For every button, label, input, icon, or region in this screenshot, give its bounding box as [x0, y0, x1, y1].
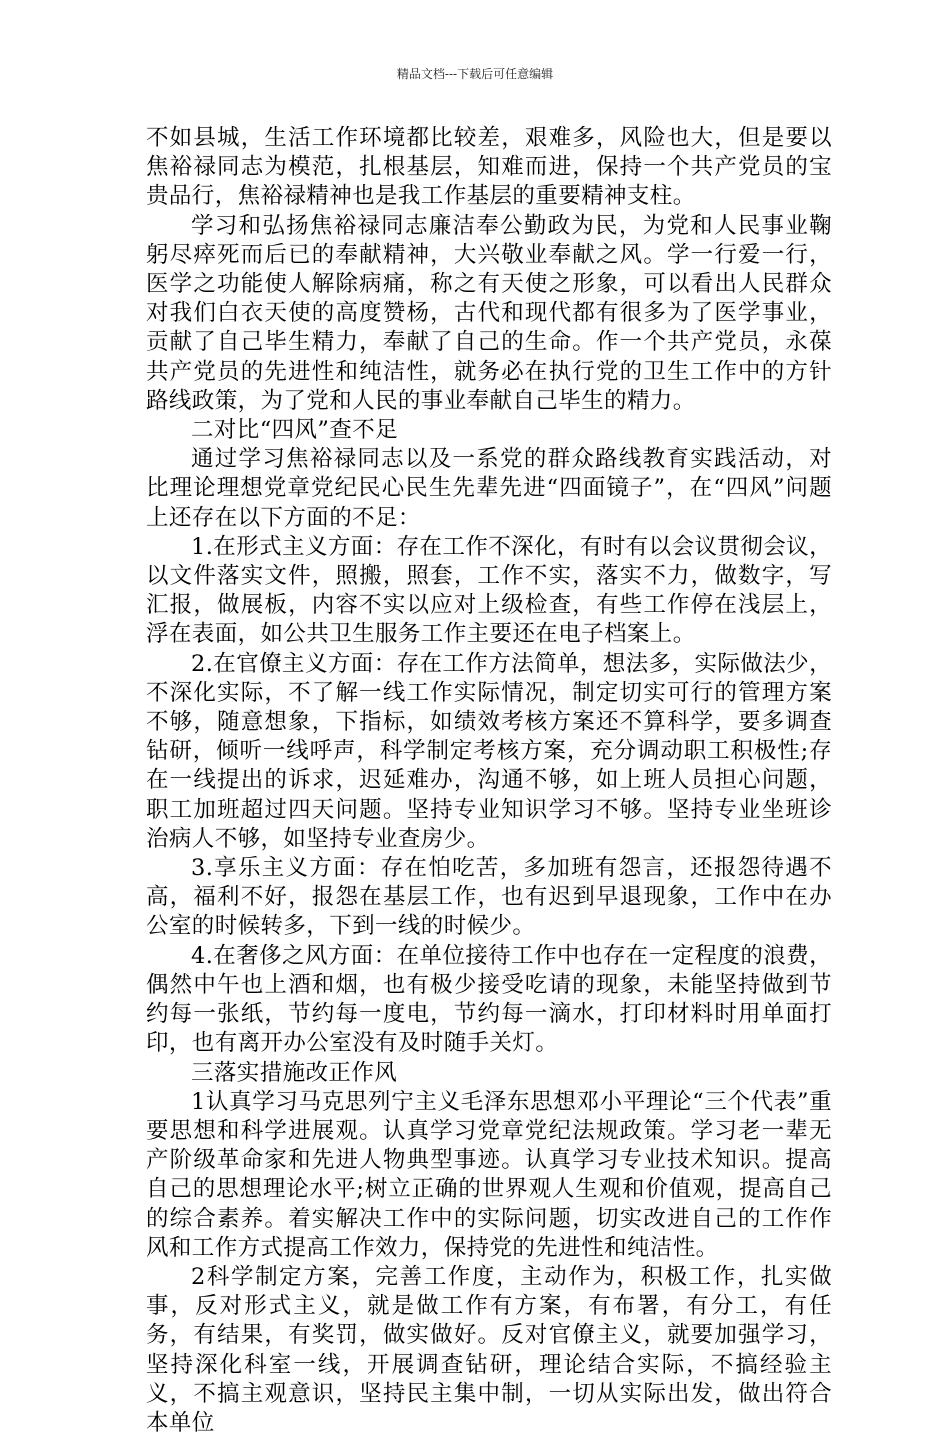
paragraph: 不如县城，生活工作环境都比较差，艰难多，风险也大，但是要以焦裕禄同志为模范，扎根基层，知难而进，保持一个共产党员的宝贵品行，焦裕禄精神也是我工作基层的重要精神支柱。: [146, 125, 832, 210]
list-item: 2科学制定方案，完善工作度，主动作为，积极工作，扎实做事，反对形式主义，就是做工作有方案，有布署，有分工，有任务，有结果，有奖罚，做实做好。反对官僚主义，就要加强学习，坚持深化科室一线，开展调查钻研，理论结合实际，不搞经验主义，不搞主观意识，坚持民主集中制，一切从实际出发，做出符合本单位: [146, 1263, 832, 1436]
paragraph: 学习和弘扬焦裕禄同志廉洁奉公勤政为民，为党和人民事业鞠躬尽瘁死而后已的奉献精神，大兴敬业奉献之风。学一行爱一行，医学之功能使人解除病痛，称之有天使之形象，可以看出人民群众对我们白衣天使的高度赞杨，古代和现代都有很多为了医学事业，贡献了自己毕生精力，奉献了自己的生命。作一个共产党员，永葆共产党员的先进性和纯洁性，就务必在执行党的卫生工作中的方针路线政策，为了党和人民的事业奉献自己毕生的精力。: [146, 212, 832, 414]
document-body: [146, 124, 832, 1438]
list-item: 3.享乐主义方面：存在怕吃苦，多加班有怨言，还报怨待遇不高，福利不好，报怨在基层工作，也有迟到早退现象，工作中在办公室的时候转多，下到一线的时候少。: [146, 855, 832, 940]
list-item: 2.在官僚主义方面：存在工作方法简单，想法多，实际做法少，不深化实际，不了解一线工作实际情况，制定切实可行的管理方案不够，随意想象，下指标，如绩效考核方案还不算科学，要多调查钻研，倾听一线呼声，科学制定考核方案，充分调动职工积极性;存在一线提出的诉求，迟延难办，沟通不够，如上班人员担心问题，职工加班超过四天问题。坚持专业知识学习不够。坚持专业坐班诊治病人不够，如坚持专业查房少。: [146, 650, 832, 852]
section-heading: 二对比“四风”查不足: [191, 417, 399, 444]
section-heading: 三落实措施改正作风: [191, 1059, 398, 1086]
paragraph: 通过学习焦裕禄同志以及一系党的群众路线教育实践活动，对比理论理想党章党纪民心民生先辈先进“四面镜子”，在“四风”问题上还存在以下方面的不足：: [146, 446, 832, 531]
page-header: 精品文档---下载后可任意编辑: [396, 67, 554, 81]
list-item: 1.在形式主义方面：存在工作不深化，有时有以会议贯彻会议，以文件落实文件，照搬，照套，工作不实，落实不力，做数字，写汇报，做展板，内容不实以应对上级检查，有些工作停在浅层上，浮在表面，如公共卫生服务工作主要还在电子档案上。: [146, 533, 832, 648]
list-item: 4.在奢侈之风方面：在单位接待工作中也存在一定程度的浪费，偶然中午也上酒和烟，也有极少接受吃请的现象，未能坚持做到节约每一张纸，节约每一度电，节约每一滴水，打印材料时用单面打印，也有离开办公室没有及时随手关灯。: [146, 942, 832, 1057]
list-item: 1认真学习马克思列宁主义毛泽东思想邓小平理论“三个代表”重要思想和科学进展观。认真学习党章党纪法规政策。学习老一辈无产阶级革命家和先进人物典型事迹。认真学习专业技术知识。提高自己的思想理论水平;树立正确的世界观人生观和价值观，提高自己的综合素养。着实解决工作中的实际问题，切实改进自己的工作作风和工作方式提高工作效力，保持党的先进性和纯洁性。: [146, 1088, 832, 1261]
